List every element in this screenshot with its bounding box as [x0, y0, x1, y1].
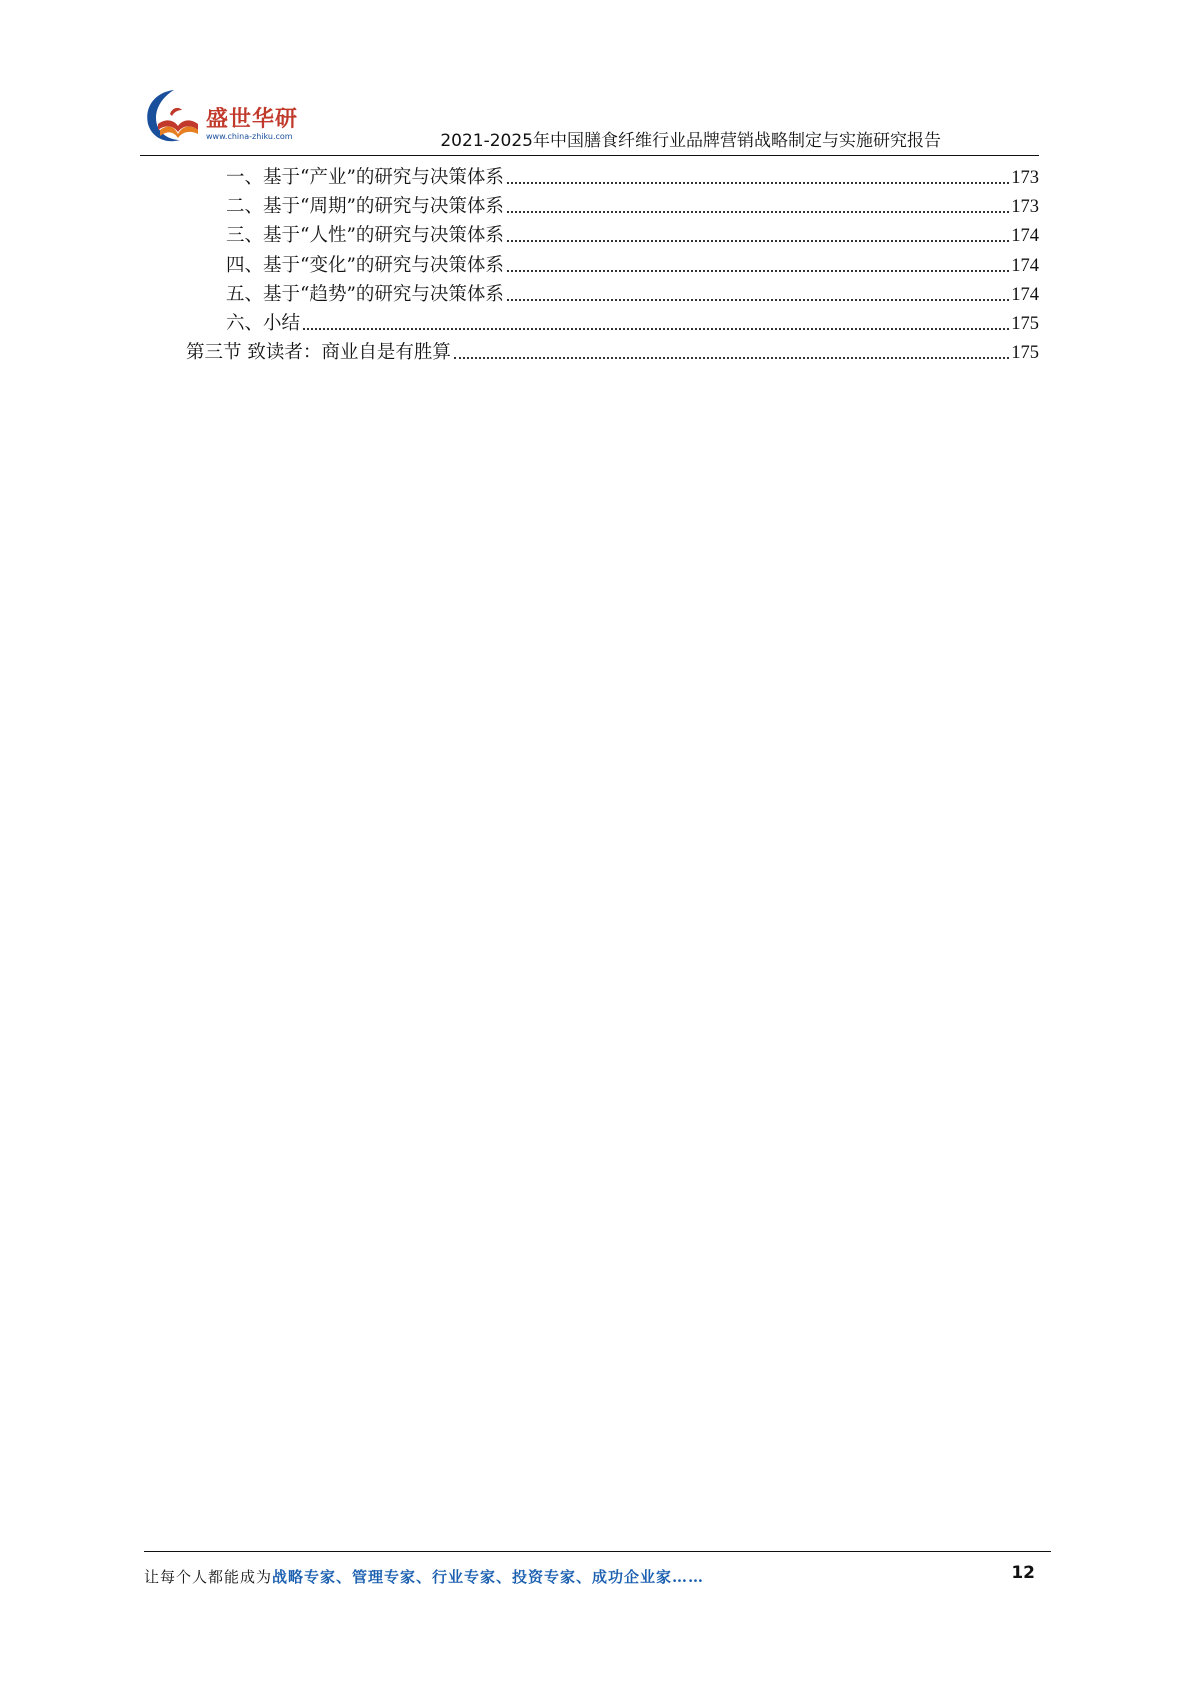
toc-entry-page: 174 — [1011, 226, 1039, 247]
toc-dot-leader — [507, 211, 1009, 213]
footer-divider — [144, 1551, 1051, 1552]
toc-dot-leader — [507, 299, 1009, 301]
toc-entry[interactable] — [186, 335, 1039, 365]
toc-entry-page: 175 — [1011, 314, 1039, 334]
footer-slogan-highlight: 战略专家、管理专家、行业专家、投资专家、成功企业家…… — [272, 1568, 705, 1586]
toc-entry-label: 六、小结 — [226, 313, 301, 334]
toc-entry-page: 174 — [1011, 284, 1039, 305]
toc-entry-page: 173 — [1011, 168, 1039, 188]
brand-name: 盛世华研 — [206, 107, 299, 132]
toc-entry-label: 五、基于“趋势”的研究与决策体系 — [226, 283, 504, 305]
toc-dot-leader — [507, 240, 1009, 242]
toc-entry[interactable] — [226, 248, 1039, 278]
toc-dot-leader — [507, 270, 1009, 272]
toc-dot-leader — [303, 328, 1009, 330]
toc-entry[interactable] — [226, 160, 1039, 190]
report-title: 2021-2025年中国膳食纤维行业品牌营销战略制定与实施研究报告 — [440, 131, 941, 151]
toc-entry-label: 四、基于“变化”的研究与决策体系 — [226, 254, 504, 276]
toc-entry[interactable] — [226, 189, 1039, 219]
brand-emblem-icon — [140, 84, 204, 148]
toc-entry-label: 三、基于“人性”的研究与决策体系 — [226, 225, 504, 247]
toc-entry-page: 173 — [1011, 197, 1039, 218]
toc-entry-label: 第三节 致读者：商业自是有胜算 — [186, 342, 451, 364]
toc-entry-page: 175 — [1011, 343, 1039, 364]
brand-logo — [140, 84, 310, 148]
page-number: 12 — [1011, 1563, 1035, 1583]
footer-slogan-prefix: 让每个人都能成为 — [144, 1568, 273, 1586]
toc-dot-leader — [454, 357, 1009, 359]
toc-entry[interactable] — [226, 277, 1039, 307]
header-divider — [140, 155, 1039, 156]
toc-entry-page: 174 — [1011, 255, 1039, 276]
brand-url: www.china-zhiku.com — [206, 132, 293, 141]
toc-entry[interactable] — [226, 306, 1039, 336]
toc-entry-label: 一、基于“产业”的研究与决策体系 — [226, 167, 504, 188]
toc-dot-leader — [507, 182, 1009, 184]
toc-entry-label: 二、基于“周期”的研究与决策体系 — [226, 196, 504, 218]
toc-entry[interactable] — [226, 218, 1039, 248]
footer-slogan — [144, 1566, 704, 1587]
